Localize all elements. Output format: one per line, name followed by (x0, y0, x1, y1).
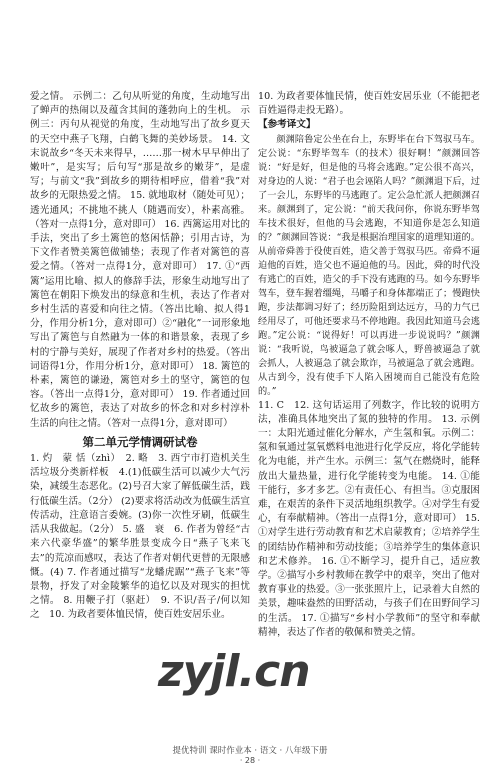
watermark-text: zyjl.cn (158, 646, 310, 697)
answer-paragraph: 11. C 12. 这句话运用了列数字，作比较的说明方法，准确具体地突出了氮的独特的作用。 13. 示例一：太阳光通过催化分解水，产生氢和氧。示例二：氢和氧通过氢氧燃料电池进行化学反应，将化学能转化为电能，并产生水。示例三：氢气在燃烧时，能释放出大量热量，进行化学能转变为电能。 14. ①能干能行，多才多艺。②有责任心、有担当。③克服困难，在艰苦的条件下灵活地组织教学。④对学生有爱心，有奉献精神。（答出一点得1分，意对即可） 15. ①对学生进行劳动教育和艺术启蒙教育；②培养学生的团结协作精神和劳动技能；③培养学生的集体意识和艺术修养。 16. ①不断学习，提升自己，适应教学。②描写小乡村教师在教学中的艰辛，突出了他对教育事业的热爱。③一张张照片上，记录着大自然的美景，趣味盎然的田野活动，与孩子们在田野间学习的生活。 17. ①描写“乡村小学教师”的坚守和奉献精神，表达了作者的敬佩和赞美之情。 (258, 399, 480, 638)
right-column (258, 90, 480, 640)
answer-paragraph: 1. 灼 蒙 恬（zhì） 2. 略 3. 西宁市打造机关生活垃圾分类新样板 4.(1)低碳生活可以减少大气污染，减缓生态恶化。(2)号召大家了解低碳生活，践行低碳生活。（2分） (2)要求将活动改为低碳生活宣传活动，注意语言委婉。(3)你一次性牙刷，低碳生活从我做起。（2分） 5. 盛 衰 6. 作者为曾经“古来六代豪华盛”的繁华胜景变成今日“燕子飞来飞去”的荒凉而感叹，表达了作者对朝代更替的无限感慨。(4) 7. 作者通过描写“龙蟠虎踞”“燕子飞来”等景物，抒发了对金陵繁华的追忆以及对现实的担忧之情。 8. 用鞭子打（驱赶） 9. 不识/吾子/何以知之 10. 为政者要体恤民情，使百姓安居乐业。 (30, 453, 250, 621)
watermark-logo (150, 640, 370, 700)
answer-paragraph: 爱之情。 示例二：乙句从听觉的角度，生动地写出了蝉声的热闹以及蕴含其间的蓬勃向上的生机。 示例三：丙句从视觉的角度，生动地写出了故乡夏天的天空中燕子飞翔，白鹤飞舞的美妙场景。 14. 文末说故乡“冬天未来得早，……那一树木早早伸出了嫩叶”，是实写；后句写“那是故乡的嫩芽”，是虚写；与前文“我”到故乡的期待相呼应，借着“我”对故乡的无限热爱之情。 15. 就地取材（随处可见）；透光通风；不挑地不挑人（随遇而安），朴素高雅。（答对一点得1分，意对即可） 16. 西篱运用对比的手法，突出了乡土篱笆的悠闲恬静；引用古诗，为下文作者赞美篱笆做铺垫；表现了作者对篱笆的喜爱之情。（答对一点得1分，意对即可） 17. ①“西篱”运用比喻、拟人的修辞手法，形象生动地写出了篱笆在朝阳下焕发出的绿意和生机，表达了作者对乡村生活的喜爱和向往之情。（答出比喻、拟人得1分，作用分析1分，意对即可）②“融化”一词形象地写出了篱笆与自然融为一体的和谐景象，表现了乡村的宁静与美好，展现了作者对乡村的热爱。（答出词语得1分，作用分析1分，意对即可） 18. 篱笆的朴素，篱笆的谦逊，篱笆对乡土的坚守，篱笆的包容。（答出一点得1分，意对即可） 19. 作者通过回忆故乡的篱笆，表达了对故乡的怀念和对乡村淳朴生活的向往之情。（答对一点得1分，意对即可） (30, 91, 250, 429)
answer-paragraph: 10. 为政者要体恤民情，使百姓安居乐业（不能把老百姓逼得走投无路）。 (258, 91, 480, 117)
page-footer: 提优特训 课时作业本 · 语文 · 八年级下册 (172, 746, 328, 756)
page-number: · 28 · (239, 756, 261, 765)
reference-translation-heading: 【参考译文】 (258, 119, 316, 131)
section-title: 第二单元学情调研试卷 (82, 434, 198, 449)
reference-translation: 颜渊陪鲁定公坐在台上，东野毕在台下驾驭马车。定公说：“东野毕驾车（的技术）很好啊！”颜渊回答说：“好是好，但是他的马将会逃跑。”定公很不高兴，对身边的人说：“君子也会诬陷人吗？”颜渊退下后，过了一会儿，东野毕的马逃跑了。定公急忙派人把颜渊召来。颜渊到了，定公说：“前天我问你，你说东野毕驾车技术很好，但他的马会逃跑，不知道你是怎么知道的？”颜渊回答说：“我是根据治理国家的道理知道的。从前帝舜善于役使百姓，造父善于驾驭马匹。帝舜不逼迫他的百姓，造父也不逼迫他的马。因此，舜的时代没有逃亡的百姓，造父的手下没有逃跑的马。如今东野毕驾车，登车握着缰绳，马嚼子和身体都端正了；慢跑快跑，步法都调习好了；经历险阻到达远方，马的力气已经用尽了，可他还要求马不停地跑。我因此知道马会逃跑。”定公说：“说得好！可以再进一步说说吗？”颜渊说：“我听说，鸟被逼急了就会啄人，野兽被逼急了就会抓人，人被逼急了就会欺诈，马被逼急了就会逃跑。从古到今，没有使手下人陷入困境而自己能没有危险的。” (258, 133, 480, 397)
left-column (30, 90, 250, 623)
